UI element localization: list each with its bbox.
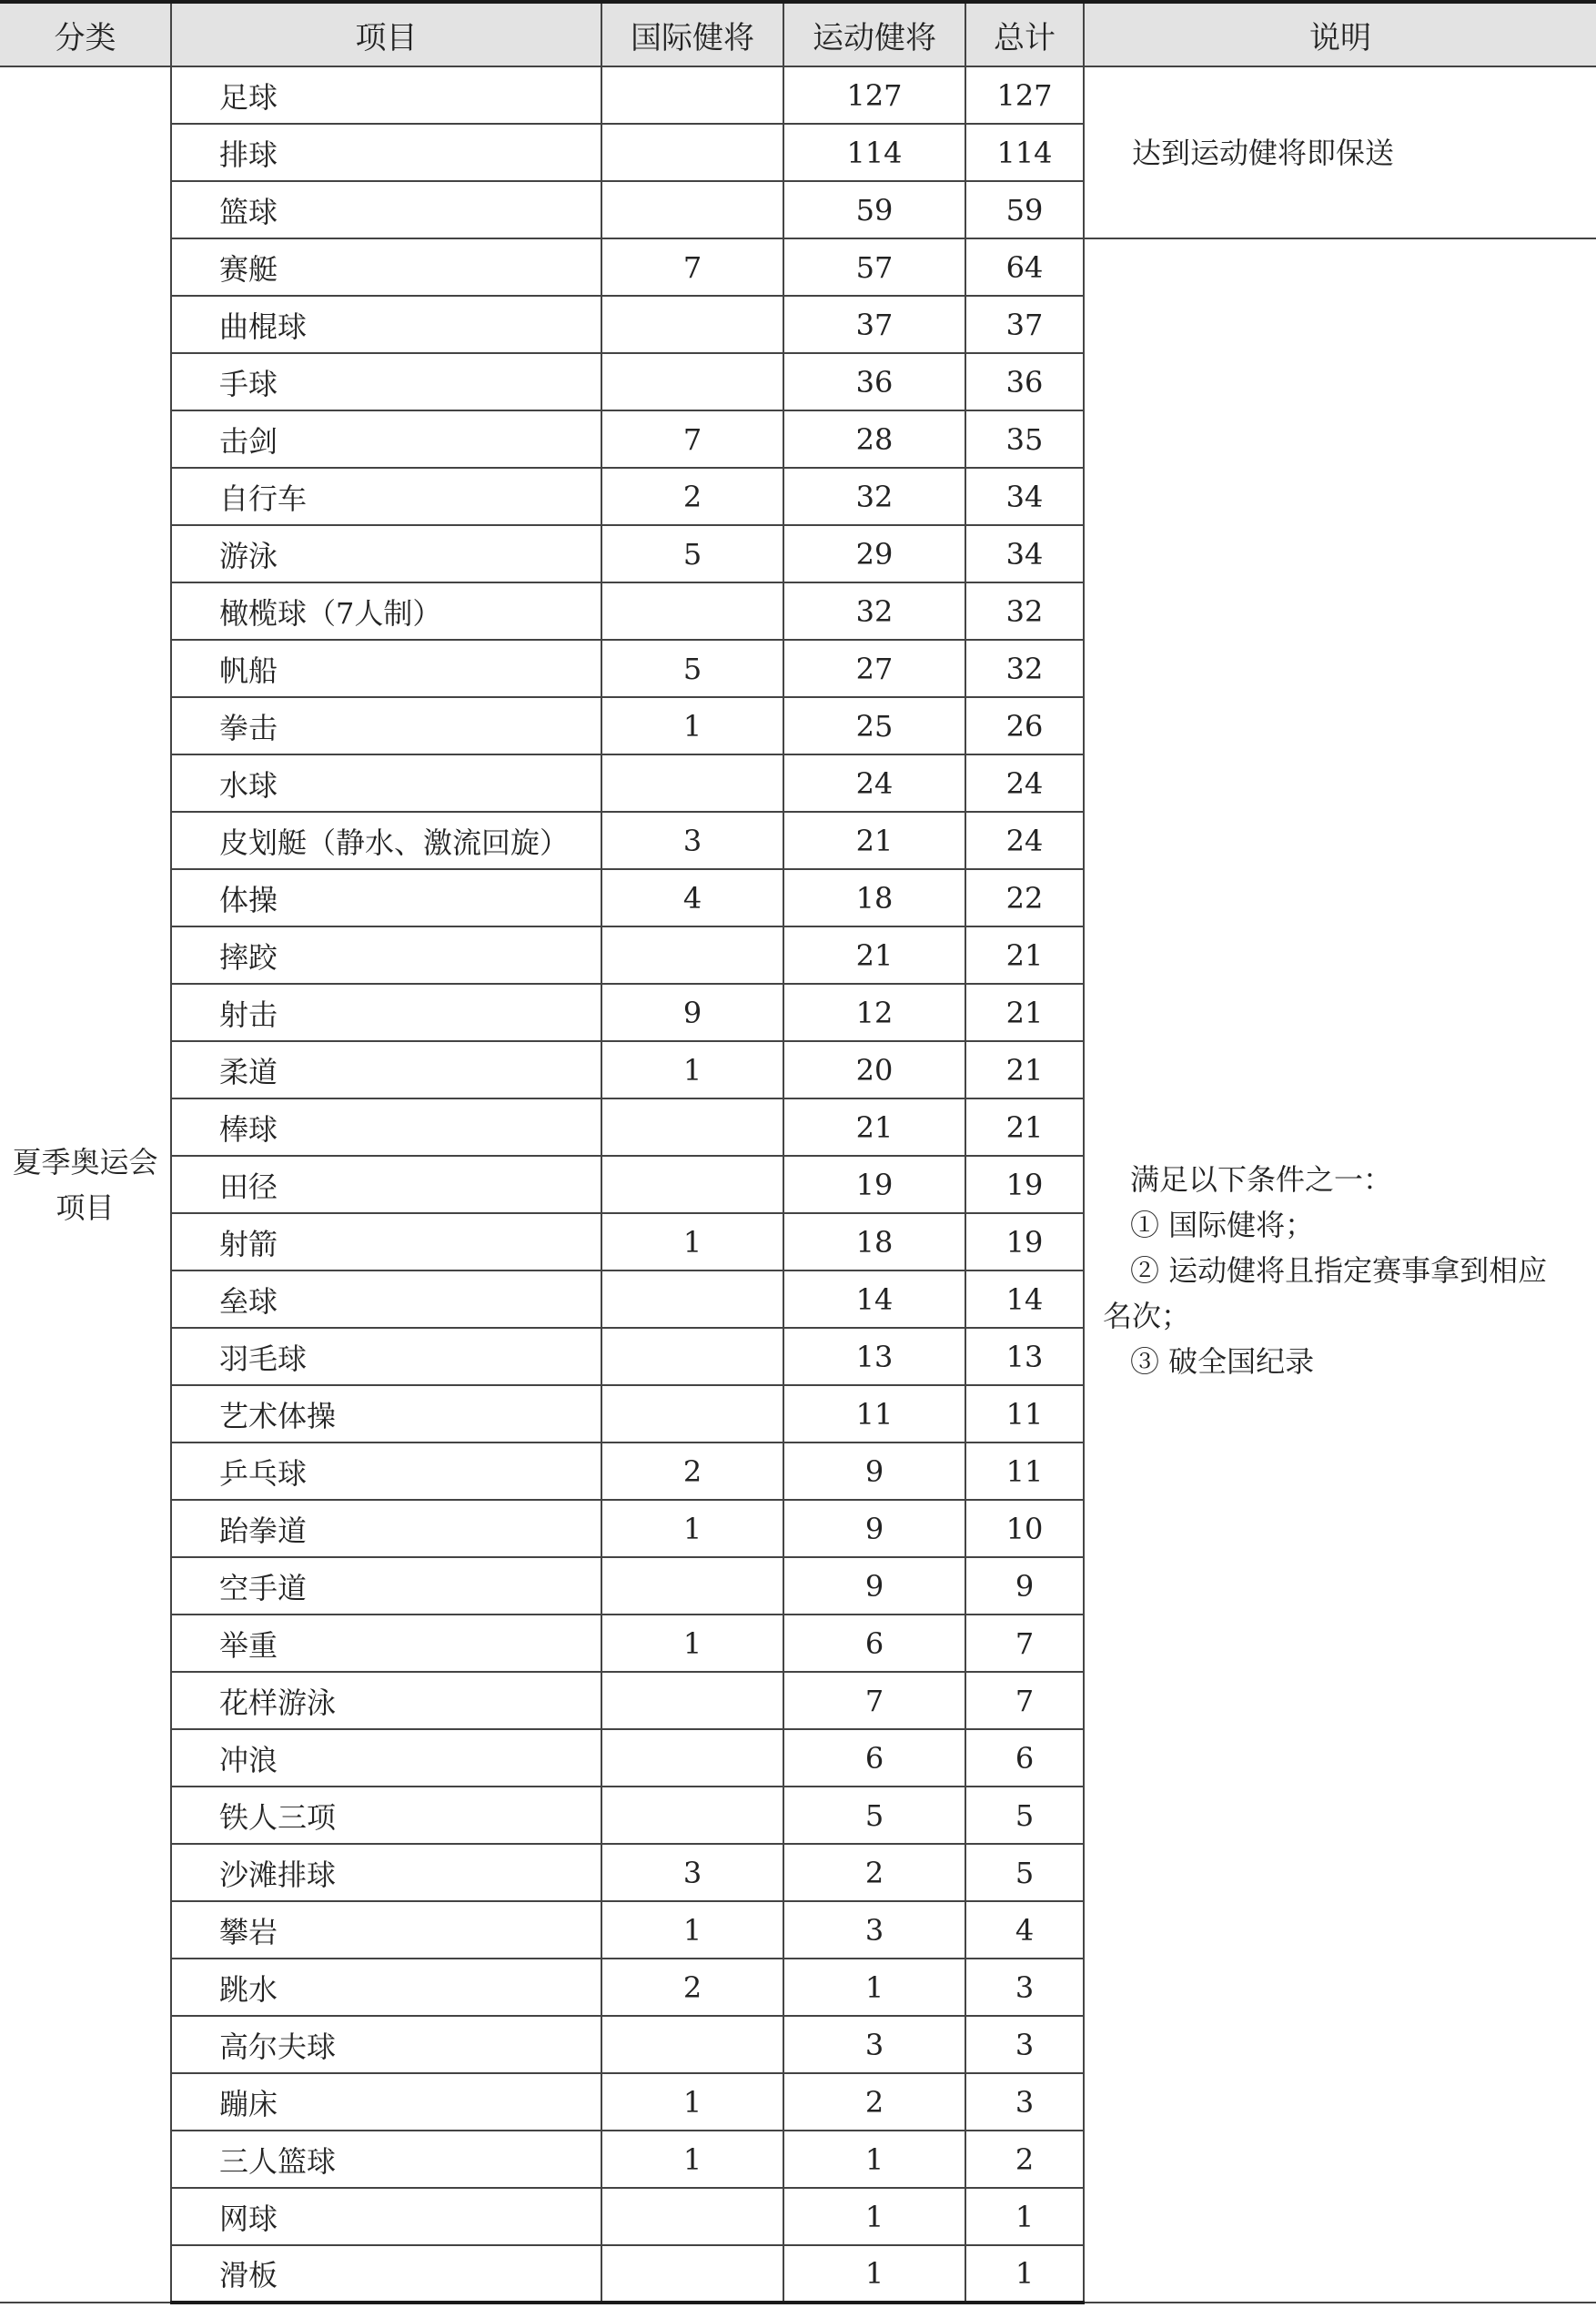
intl-count: 9 <box>601 984 783 1041</box>
total-count: 6 <box>965 1729 1084 1787</box>
intl-count: 2 <box>601 1442 783 1500</box>
item-name: 三人篮球 <box>171 2131 601 2188</box>
total-count: 5 <box>965 1787 1084 1844</box>
total-count: 19 <box>965 1156 1084 1213</box>
total-count: 64 <box>965 238 1084 296</box>
sport-count: 6 <box>783 1729 965 1787</box>
item-name: 艺术体操 <box>171 1385 601 1442</box>
intl-count <box>601 926 783 984</box>
total-count: 34 <box>965 525 1084 582</box>
total-count: 19 <box>965 1213 1084 1270</box>
total-count: 14 <box>965 1270 1084 1328</box>
total-count: 3 <box>965 2073 1084 2131</box>
sport-count: 28 <box>783 410 965 468</box>
intl-count <box>601 296 783 353</box>
total-count: 7 <box>965 1672 1084 1729</box>
condition-2: ② 运动健将且指定赛事拿到相应 <box>1130 1253 1548 1288</box>
header-row <box>0 2 1596 66</box>
total-count: 13 <box>965 1328 1084 1385</box>
intl-count <box>601 2016 783 2073</box>
item-name: 曲棍球 <box>171 296 601 353</box>
intl-count: 1 <box>601 1041 783 1098</box>
conditions-title: 满足以下条件之一： <box>1130 1162 1393 1197</box>
item-name: 垒球 <box>171 1270 601 1328</box>
sport-count: 9 <box>783 1500 965 1557</box>
total-count: 1 <box>965 2245 1084 2303</box>
intl-count <box>601 1328 783 1385</box>
intl-count <box>601 582 783 640</box>
table-row <box>0 238 1596 296</box>
item-name: 射击 <box>171 984 601 1041</box>
item-name: 自行车 <box>171 468 601 525</box>
item-name: 水球 <box>171 754 601 812</box>
sport-count: 9 <box>783 1442 965 1500</box>
intl-count: 7 <box>601 410 783 468</box>
table-row <box>0 66 1596 124</box>
intl-count <box>601 1557 783 1615</box>
item-name: 冲浪 <box>171 1729 601 1787</box>
intl-count: 1 <box>601 1615 783 1672</box>
sport-count: 11 <box>783 1385 965 1442</box>
item-name: 乒乓球 <box>171 1442 601 1500</box>
item-name: 高尔夫球 <box>171 2016 601 2073</box>
item-name: 沙滩排球 <box>171 1844 601 1901</box>
intl-count: 2 <box>601 468 783 525</box>
header-total: 总计 <box>965 2 1084 66</box>
intl-count <box>601 1787 783 1844</box>
intl-count <box>601 353 783 410</box>
sport-count: 3 <box>783 2016 965 2073</box>
intl-count <box>601 1270 783 1328</box>
sport-count: 9 <box>783 1557 965 1615</box>
intl-count: 1 <box>601 697 783 754</box>
sport-count: 12 <box>783 984 965 1041</box>
header-item: 项目 <box>171 2 601 66</box>
intl-count <box>601 1729 783 1787</box>
item-name: 花样游泳 <box>171 1672 601 1729</box>
total-count: 11 <box>965 1385 1084 1442</box>
sport-count: 7 <box>783 1672 965 1729</box>
item-name: 空手道 <box>171 1557 601 1615</box>
header-category: 分类 <box>0 2 171 66</box>
item-name: 铁人三项 <box>171 1787 601 1844</box>
item-name: 棒球 <box>171 1098 601 1156</box>
total-count: 9 <box>965 1557 1084 1615</box>
total-count: 22 <box>965 869 1084 926</box>
sport-count: 3 <box>783 1901 965 1959</box>
intl-count <box>601 1385 783 1442</box>
total-count: 5 <box>965 1844 1084 1901</box>
intl-count: 4 <box>601 869 783 926</box>
total-count: 37 <box>965 296 1084 353</box>
intl-count: 1 <box>601 2073 783 2131</box>
sport-count: 114 <box>783 124 965 181</box>
sport-count: 57 <box>783 238 965 296</box>
item-name: 摔跤 <box>171 926 601 984</box>
total-count: 11 <box>965 1442 1084 1500</box>
total-count: 21 <box>965 1098 1084 1156</box>
item-name: 跳水 <box>171 1959 601 2016</box>
sport-count: 18 <box>783 869 965 926</box>
sport-count: 1 <box>783 2245 965 2303</box>
intl-count: 1 <box>601 1500 783 1557</box>
condition-3: ③ 破全国纪录 <box>1130 1344 1315 1379</box>
total-count: 36 <box>965 353 1084 410</box>
sport-count: 27 <box>783 640 965 697</box>
total-count: 7 <box>965 1615 1084 1672</box>
sport-count: 18 <box>783 1213 965 1270</box>
intl-count: 7 <box>601 238 783 296</box>
total-count: 21 <box>965 926 1084 984</box>
item-name: 皮划艇（静水、激流回旋） <box>171 812 601 869</box>
total-count: 24 <box>965 754 1084 812</box>
item-name: 蹦床 <box>171 2073 601 2131</box>
sport-count: 37 <box>783 296 965 353</box>
sport-count: 2 <box>783 1844 965 1901</box>
sport-count: 1 <box>783 2188 965 2245</box>
sport-count: 2 <box>783 2073 965 2131</box>
total-count: 127 <box>965 66 1084 124</box>
intl-count <box>601 1672 783 1729</box>
sport-count: 59 <box>783 181 965 238</box>
header-sport: 运动健将 <box>783 2 965 66</box>
total-count: 35 <box>965 410 1084 468</box>
intl-count: 1 <box>601 1213 783 1270</box>
total-count: 32 <box>965 640 1084 697</box>
intl-count: 5 <box>601 525 783 582</box>
item-name: 帆船 <box>171 640 601 697</box>
sport-count: 21 <box>783 812 965 869</box>
header-intl: 国际健将 <box>601 2 783 66</box>
item-name: 网球 <box>171 2188 601 2245</box>
intl-count: 3 <box>601 812 783 869</box>
sport-count: 29 <box>783 525 965 582</box>
header-note: 说明 <box>1084 2 1596 66</box>
item-name: 攀岩 <box>171 1901 601 1959</box>
note-conditions <box>1084 238 1596 2303</box>
sport-count: 21 <box>783 1098 965 1156</box>
item-name: 射箭 <box>171 1213 601 1270</box>
sport-count: 24 <box>783 754 965 812</box>
condition-2-wrap: 名次； <box>1103 1299 1191 1333</box>
total-count: 1 <box>965 2188 1084 2245</box>
total-count: 26 <box>965 697 1084 754</box>
sport-count: 19 <box>783 1156 965 1213</box>
intl-count: 2 <box>601 1959 783 2016</box>
sport-count: 127 <box>783 66 965 124</box>
total-count: 32 <box>965 582 1084 640</box>
intl-count <box>601 124 783 181</box>
sport-count: 21 <box>783 926 965 984</box>
sport-count: 36 <box>783 353 965 410</box>
total-count: 24 <box>965 812 1084 869</box>
condition-1: ① 国际健将； <box>1130 1208 1315 1242</box>
item-name: 足球 <box>171 66 601 124</box>
item-name: 举重 <box>171 1615 601 1672</box>
conditions-list <box>1085 1157 1596 1384</box>
table-body <box>0 66 1596 2303</box>
item-name: 田径 <box>171 1156 601 1213</box>
total-count: 3 <box>965 1959 1084 2016</box>
item-name: 赛艇 <box>171 238 601 296</box>
item-name: 排球 <box>171 124 601 181</box>
item-name: 拳击 <box>171 697 601 754</box>
total-count: 3 <box>965 2016 1084 2073</box>
total-count: 21 <box>965 1041 1084 1098</box>
sport-count: 5 <box>783 1787 965 1844</box>
intl-count <box>601 1098 783 1156</box>
intl-count <box>601 1156 783 1213</box>
table-header <box>0 2 1596 66</box>
item-name: 游泳 <box>171 525 601 582</box>
item-name: 滑板 <box>171 2245 601 2303</box>
intl-count <box>601 2188 783 2245</box>
intl-count: 1 <box>601 2131 783 2188</box>
sport-count: 1 <box>783 1959 965 2016</box>
total-count: 59 <box>965 181 1084 238</box>
intl-count: 5 <box>601 640 783 697</box>
sport-count: 32 <box>783 468 965 525</box>
total-count: 10 <box>965 1500 1084 1557</box>
item-name: 体操 <box>171 869 601 926</box>
category-cell: 夏季奥运会项目 <box>0 66 171 2303</box>
item-name: 篮球 <box>171 181 601 238</box>
intl-count <box>601 2245 783 2303</box>
item-name: 手球 <box>171 353 601 410</box>
item-name: 橄榄球（7人制） <box>171 582 601 640</box>
intl-count: 3 <box>601 1844 783 1901</box>
item-name: 击剑 <box>171 410 601 468</box>
total-count: 21 <box>965 984 1084 1041</box>
note-ballgames-text: 达到运动健将即保送 <box>1132 135 1395 170</box>
note-ballgames <box>1084 66 1596 238</box>
intl-count <box>601 66 783 124</box>
total-count: 34 <box>965 468 1084 525</box>
sport-count: 14 <box>783 1270 965 1328</box>
item-name: 羽毛球 <box>171 1328 601 1385</box>
sport-count: 25 <box>783 697 965 754</box>
sport-count: 20 <box>783 1041 965 1098</box>
total-count: 114 <box>965 124 1084 181</box>
total-count: 2 <box>965 2131 1084 2188</box>
total-count: 4 <box>965 1901 1084 1959</box>
intl-count <box>601 181 783 238</box>
intl-count <box>601 754 783 812</box>
intl-count: 1 <box>601 1901 783 1959</box>
item-name: 柔道 <box>171 1041 601 1098</box>
sport-count: 6 <box>783 1615 965 1672</box>
sport-count: 32 <box>783 582 965 640</box>
sport-count: 13 <box>783 1328 965 1385</box>
item-name: 跆拳道 <box>171 1500 601 1557</box>
sport-count: 1 <box>783 2131 965 2188</box>
